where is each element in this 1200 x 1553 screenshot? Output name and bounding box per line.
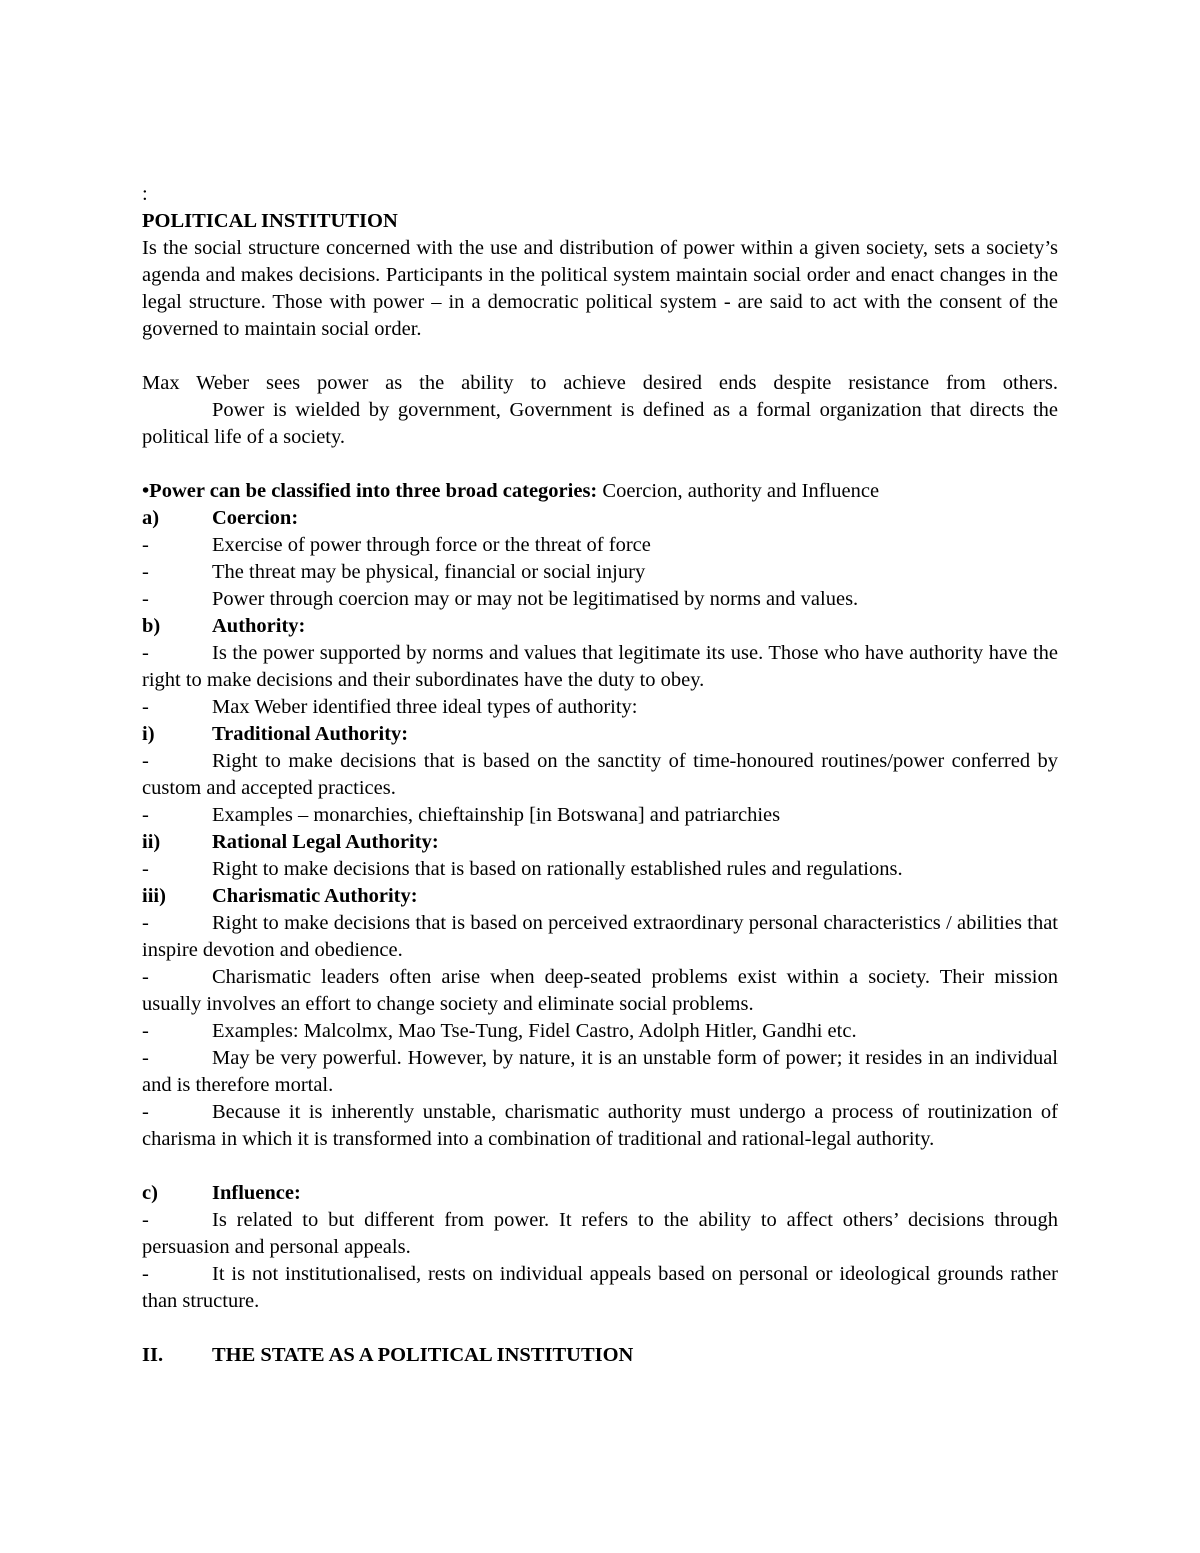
categories-line: [142, 478, 1058, 505]
categories-bold: •Power can be classified into three broad categories:: [142, 480, 598, 502]
authority-p1: - Is the power supported by norms and values that legitimate its use. Those who have authority have the right to make decisions and their subordinates have the duty to obey.: [142, 642, 1058, 691]
authority-p2: - Max Weber identified three ideal types of authority:: [142, 696, 638, 718]
document-body: [142, 181, 1058, 1369]
charismatic-p1: - Right to make decisions that is based on perceived extraordinary personal characteristics / abilities that inspire devotion and obedience.: [142, 912, 1058, 961]
charismatic-p5: - Because it is inherently unstable, charismatic authority must undergo a process of routinization of charisma in which it is transformed into a combination of traditional and rational-legal authority.: [142, 1101, 1058, 1150]
influence-p2: - It is not institutionalised, rests on individual appeals based on personal or ideological grounds rather than structure.: [142, 1263, 1058, 1312]
charismatic-p2: - Charismatic leaders often arise when deep-seated problems exist within a society. Their mission usually involves an effort to change society and eliminate social problems.: [142, 966, 1058, 1015]
section-heading: II. THE STATE AS A POLITICAL INSTITUTION: [142, 1344, 634, 1366]
traditional-p2: - Examples – monarchies, chieftainship [in Botswana] and patriarchies: [142, 804, 781, 826]
coercion-heading: a) Coercion:: [142, 507, 299, 529]
rational-p1: - Right to make decisions that is based on rationally established rules and regulations.: [142, 858, 903, 880]
charismatic-p4: - May be very powerful. However, by nature, it is an unstable form of power; it resides in an individual and is therefore mortal.: [142, 1047, 1058, 1096]
authority-heading: b) Authority:: [142, 615, 306, 637]
rational-heading: ii) Rational Legal Authority:: [142, 831, 439, 853]
categories-rest: Coercion, authority and Influence: [597, 480, 880, 502]
list-item: - Power through coercion may or may not be legitimatised by norms and values.: [142, 588, 859, 610]
influence-p1: - Is related to but different from power. It refers to the ability to affect others’ decisions through persuasion and personal appeals.: [142, 1209, 1058, 1258]
traditional-p1: - Right to make decisions that is based on the sanctity of time-honoured routines/power conferred by custom and accepted practices.: [142, 750, 1058, 799]
list-item: - Exercise of power through force or the threat of force: [142, 534, 651, 556]
weber-paragraph-line2: Power is wielded by government, Government is defined as a formal organization that directs the political life of a society.: [142, 399, 1058, 448]
stray-mark: :: [142, 183, 148, 205]
intro-paragraph: Is the social structure concerned with the use and distribution of power within a given society, sets a society’s agenda and makes decisions. Participants in the political system maintain social order and enact changes in the legal structure. Those with power – in a democratic political system - are said to act with the consent of the governed to maintain social order.: [142, 237, 1058, 340]
charismatic-heading: iii) Charismatic Authority:: [142, 885, 418, 907]
weber-paragraph-line1: Max Weber sees power as the ability to achieve desired ends despite resistance from others.: [142, 372, 1058, 394]
influence-heading: c) Influence:: [142, 1182, 301, 1204]
list-item: - The threat may be physical, financial or social injury: [142, 561, 646, 583]
traditional-heading: i) Traditional Authority:: [142, 723, 409, 745]
page-title: POLITICAL INSTITUTION: [142, 210, 398, 232]
charismatic-p3: - Examples: Malcolmx, Mao Tse-Tung, Fidel Castro, Adolph Hitler, Gandhi etc.: [142, 1020, 857, 1042]
